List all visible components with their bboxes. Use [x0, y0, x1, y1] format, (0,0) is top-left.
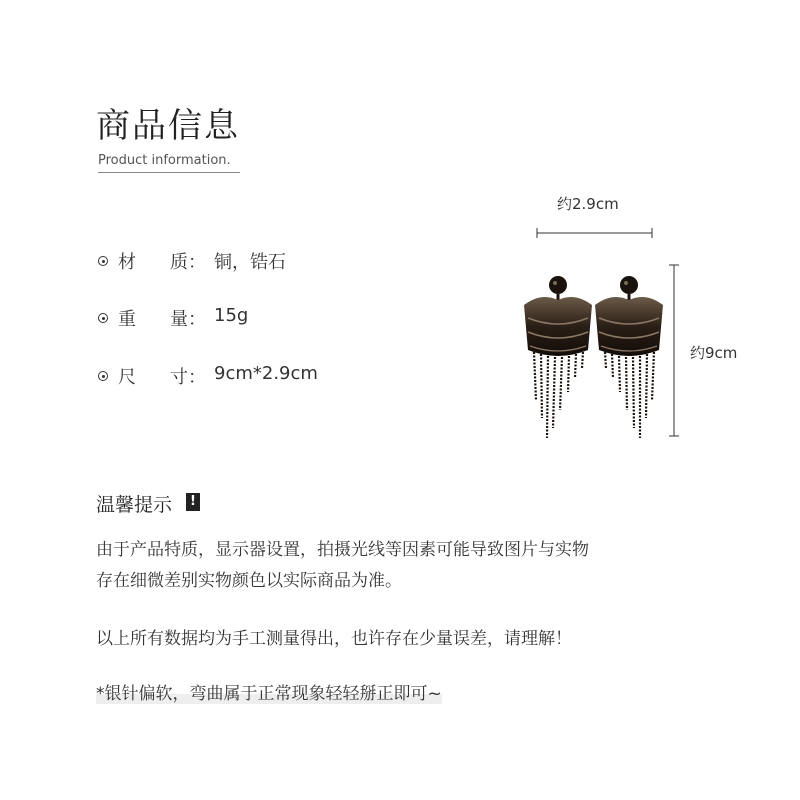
spec-key: 尺: [118, 367, 136, 388]
spec-value: 15g: [214, 305, 249, 326]
spec-value: 9cm*2.9cm: [214, 363, 318, 384]
spec-value: 铜，锆石: [214, 252, 286, 273]
notice-paragraph-line: 存在细微差别实物颜色以实际商品为准。: [96, 571, 402, 591]
footnote-text: *银针偏软，弯曲属于正常现象轻轻掰正即可~: [96, 684, 442, 704]
spec-key: 材: [118, 252, 136, 273]
earring-right: [595, 276, 663, 438]
page-subtitle: Product information.: [98, 153, 231, 168]
page-title: 商品信息: [96, 106, 240, 146]
spec-key: 量：: [170, 309, 206, 330]
spec-key: 重: [118, 309, 136, 330]
height-dimension-label: 约9cm: [690, 344, 738, 362]
spec-key: 质：: [170, 252, 206, 273]
height-dimension-line: [669, 265, 679, 436]
earring-left: [524, 276, 592, 438]
notice-title: 温馨提示: [96, 494, 173, 516]
width-dimension-line: [537, 228, 652, 238]
spec-key: 寸：: [170, 367, 206, 388]
width-dimension-label: 约2.9cm: [557, 195, 619, 213]
notice-paragraph-line: 以上所有数据均为手工测量得出，也许存在少量误差，请理解！: [96, 629, 572, 649]
notice-paragraph-line: 由于产品特质，显示器设置，拍摄光线等因素可能导致图片与实物: [96, 540, 589, 560]
exclamation-icon: !: [186, 493, 200, 511]
